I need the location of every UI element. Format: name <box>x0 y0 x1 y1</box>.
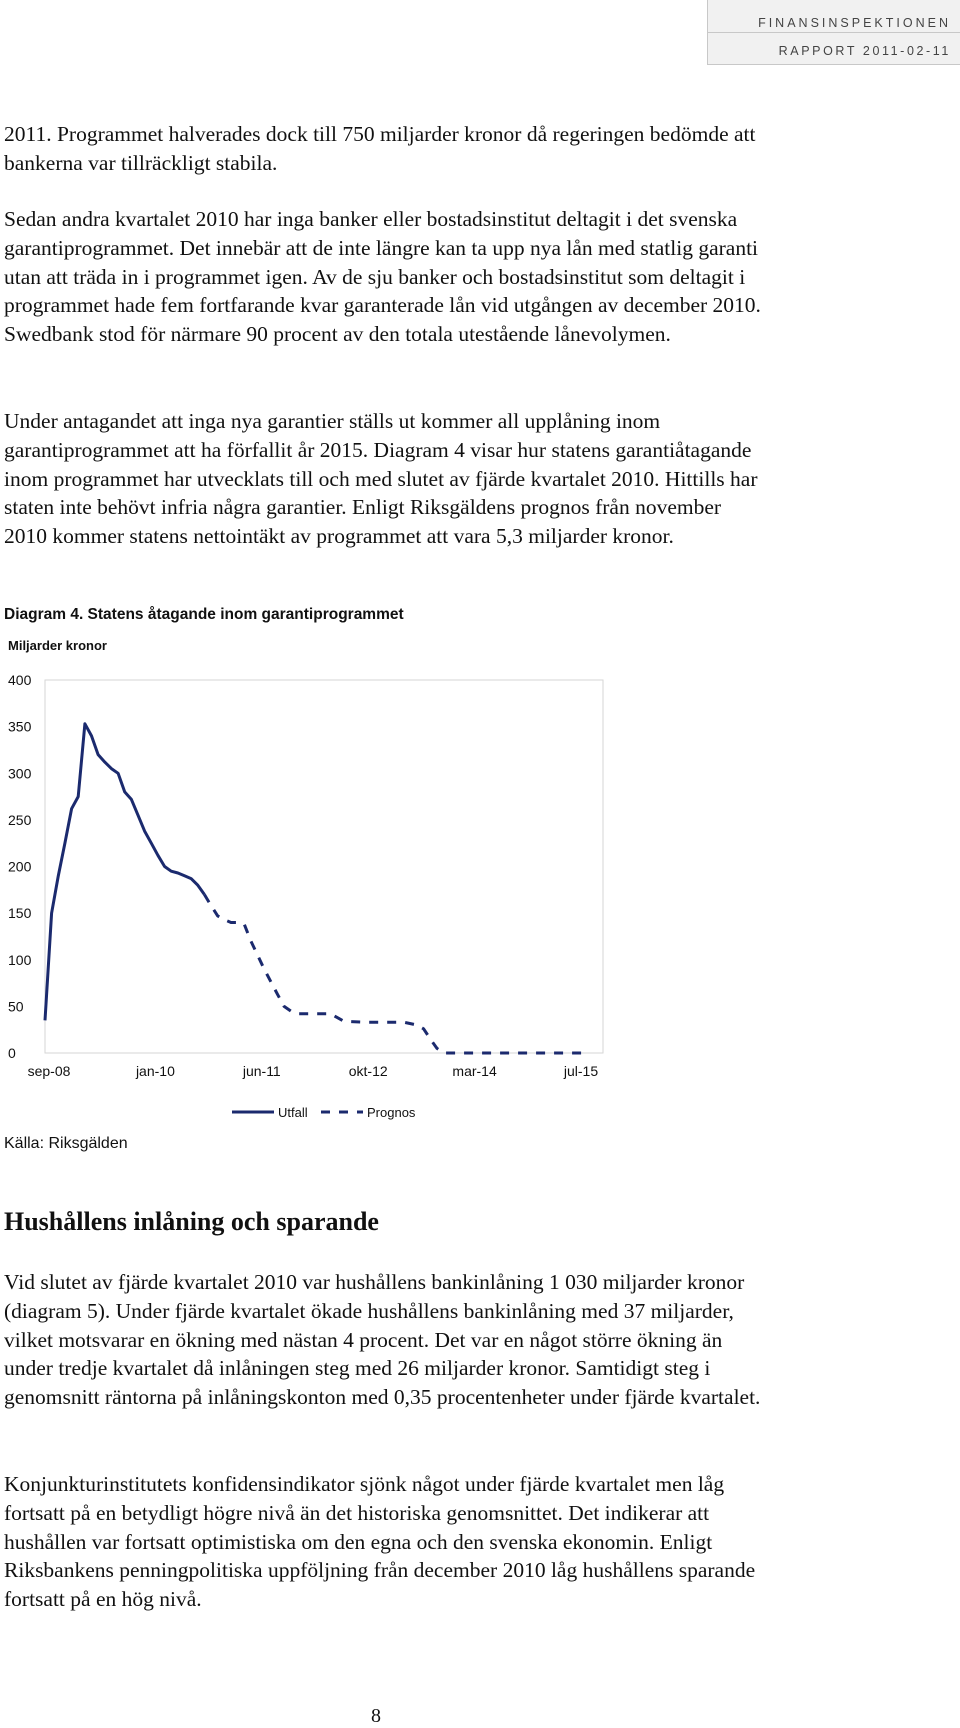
paragraph-household-savings: Konjunkturinstitutets konfidensindikator sjönk något under fjärde kvartalet men låg fortsatt på en betydligt högre nivå än det historiska genomsnittet. Det indikerar att hushållen var fortsatt optimistiska om den egna och den svenska ekonomin. Enligt Riksbankens penningpolitiska uppföljning från december 2010 låg hushållens sparande fortsatt på en hög nivå. <box>4 1472 756 1612</box>
paragraph-household-deposits: Vid slutet av fjärde kvartalet 2010 var hushållens bankinlåning 1 030 miljarder kronor (diagram 5). Under fjärde kvartalet ökade hushållens bankinlåning med 37 miljarder, vilket motsvarar en ökning med nästan 4 procent. Det var en något större ökning än under tredje kvartalet då inlåningen steg med 26 miljarder kronor. Samtidigt steg i genomsnitt räntorna på inlåningskonton med 0,35 procentenheter under fjärde kvartalet. <box>4 1270 761 1410</box>
y-tick-label: 50 <box>8 998 24 1015</box>
header-divider <box>708 32 960 33</box>
x-tick-label: sep-08 <box>27 1063 71 1079</box>
y-tick-label: 300 <box>8 765 32 782</box>
paragraph-intro: 2011. Programmet halverades dock till 750 miljarder kronor då regeringen bedömde att bankerna var tillräckligt stabila. <box>4 122 756 175</box>
organization-name: FINANSINSPEKTIONEN <box>758 16 951 30</box>
report-header <box>707 0 960 65</box>
plot-area <box>45 680 603 1053</box>
series-line-utfall <box>45 724 204 1021</box>
x-tick-label: mar-14 <box>452 1063 497 1079</box>
section-heading: Hushållens inlåning och sparande <box>4 1207 379 1236</box>
page-number: 8 <box>371 1705 381 1727</box>
legend-label-prognos: Prognos <box>367 1105 416 1120</box>
y-tick-label: 350 <box>8 718 32 735</box>
paragraph-guarantee-status: Sedan andra kvartalet 2010 har inga banker eller bostadsinstitut deltagit i det svenska garantiprogrammet. Det innebär att de inte längre kan ta upp nya lån med statlig garanti utan att träda in i programmet igen. Av de sju banker och bostadsinstitut som deltagit i programmet hade fem fortfarande kvar garanterade lån vid utgången av december 2010. Swedbank stod för närmare 90 procent av den totala utestående lånevolymen. <box>4 207 761 347</box>
y-tick-label: 150 <box>8 905 32 922</box>
x-tick-label: jan-10 <box>135 1063 175 1079</box>
x-tick-label: jul-15 <box>563 1063 599 1079</box>
figure-source: Källa: Riksgälden <box>4 1135 128 1152</box>
legend-label-utfall: Utfall <box>278 1105 308 1120</box>
y-tick-label: 100 <box>8 951 32 968</box>
guarantee-line-chart <box>0 650 620 1130</box>
series-line-prognos <box>204 895 583 1054</box>
figure-title: Diagram 4. Statens åtagande inom garantiprogrammet <box>4 606 404 623</box>
y-tick-label: 400 <box>8 672 32 688</box>
y-tick-label: 250 <box>8 811 32 828</box>
x-tick-label: okt-12 <box>348 1063 388 1079</box>
paragraph-guarantee-forecast: Under antagandet att inga nya garantier ställs ut kommer all upplåning inom garantiprogrammet att ha förfallit år 2015. Diagram 4 visar hur statens garantiåtagande inom programmet har utvecklats till och med slutet av fjärde kvartalet 2010. Hittills har staten inte behövt infria några garantier. Enligt Riksgäldens prognos från november 2010 kommer statens nettointäkt av programmet att vara 5,3 miljarder kronor. <box>4 409 758 549</box>
report-date: RAPPORT 2011-02-11 <box>778 44 951 58</box>
figure-unit: Miljarder kronor <box>8 638 107 653</box>
x-tick-label: jun-11 <box>242 1063 281 1079</box>
y-tick-label: 0 <box>8 1045 16 1061</box>
y-tick-label: 200 <box>8 858 32 875</box>
